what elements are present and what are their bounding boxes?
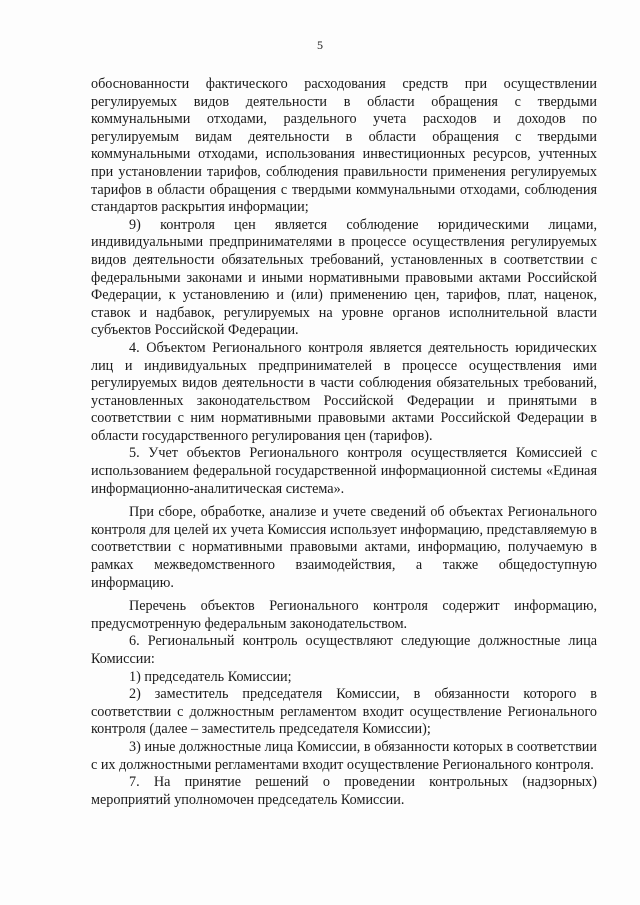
paragraph-section-5: 5. Учет объектов Регионального контроля осуществляется Комиссией с использованием федеральной государственной информационной системы «Единая информационно-аналитическая система».: [91, 445, 597, 497]
paragraph-section-4: 4. Объектом Регионального контроля является деятельность юридических лиц и индивидуальных предпринимателей в процессе осуществления ими регулируемых видов деятельности в части соблюдения обязательных требований, установленных законодательством Российской Федерации и принятыми в соответствии с ним нормативными правовыми актами Российской Федерации в области государственного регулирования цен (тарифов).: [91, 339, 597, 444]
page-number: 5: [317, 38, 323, 52]
paragraph-section-7: 7. На принятие решений о проведении контрольных (надзорных) мероприятий уполномочен председатель Комиссии.: [91, 774, 597, 808]
paragraph-objects-list: Перечень объектов Регионального контроля содержит информацию, предусмотренную федеральным законодательством.: [91, 598, 597, 632]
list-item-deputy-chairman: 2) заместитель председателя Комиссии, в обязанности которого в соответствии с должностным регламентом входит осуществление Регионального контроля (далее – заместитель председателя Комиссии);: [91, 686, 597, 738]
paragraph-continuation: обоснованности фактического расходования средств при осуществлении регулируемых видов деятельности в области обращения с твердыми коммунальными отходами, раздельного учета расходов и доходов по регулируемым видам деятельности в области обращения с твердыми коммунальными отходами, использования инвестиционных ресурсов, учтенных при установлении тарифов, соблюдения правильности применения регулируемых тарифов в области обращения с твердыми коммунальными отходами, соблюдения стандартов раскрытия информации;: [91, 76, 597, 216]
list-item-chairman: 1) председатель Комиссии;: [129, 668, 292, 685]
list-item-other-officials: 3) иные должностные лица Комиссии, в обязанности которых в соответствии с их должностными регламентами входит осуществление Регионального контроля.: [91, 738, 597, 773]
paragraph-item-9: 9) контроля цен является соблюдение юридическими лицами, индивидуальными предпринимателями в процессе осуществления регулируемых видов деятельности обязательных требований, установленных в соответствии с федеральными законами и иными нормативными правовыми актами Российской Федерации, к установлению и (или) применению цен, тарифов, плат, наценок, ставок и надбавок, регулируемых на уровне органов исполнительной власти субъектов Российской Федерации.: [91, 216, 597, 339]
paragraph-accounting-info: При сборе, обработке, анализе и учете сведений об объектах Регионального контроля для целей их учета Комиссия использует информацию, представляемую в соответствии с нормативными правовыми актами, информацию, получаемую в рамках межведомственного взаимодействия, а также общедоступную информацию.: [91, 504, 597, 591]
document-body: [91, 76, 597, 809]
paragraph-section-6: 6. Региональный контроль осуществляют следующие должностные лица Комиссии:: [91, 633, 597, 667]
